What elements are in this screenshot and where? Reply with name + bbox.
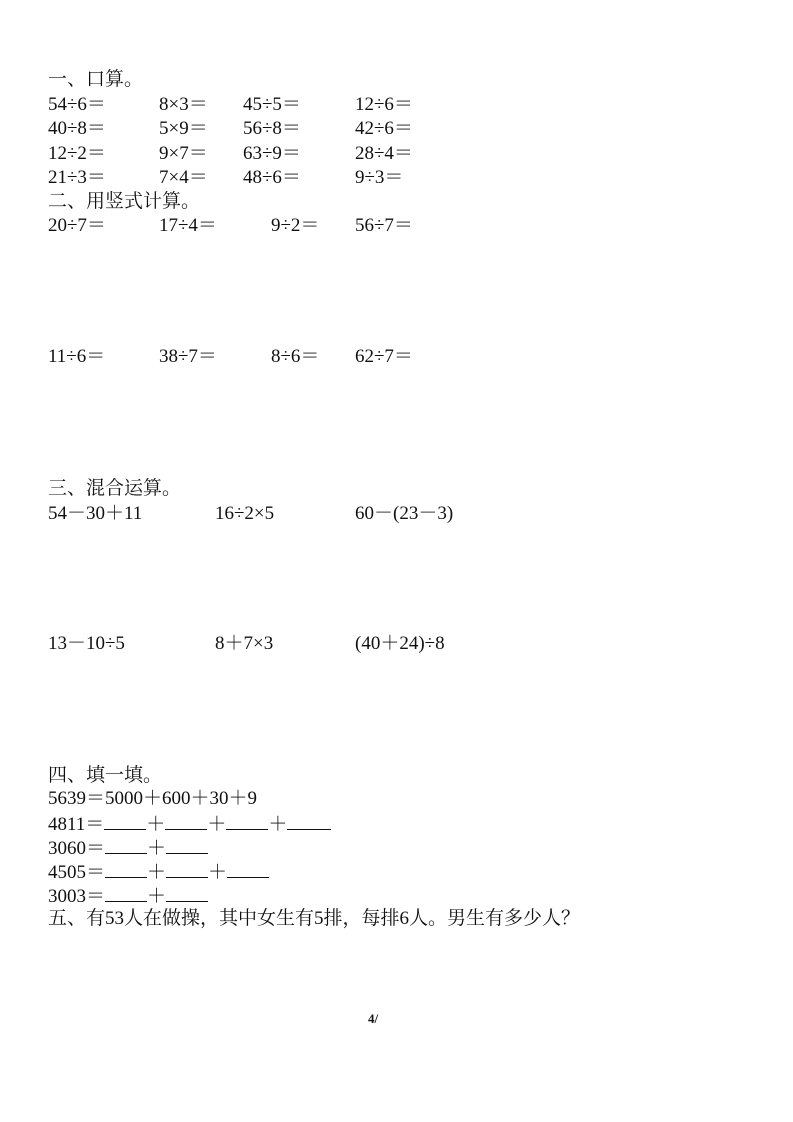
vertical-problem: 62÷7＝ — [355, 346, 413, 367]
vertical-problem: 11÷6＝ — [48, 346, 106, 367]
fill-row-1 — [48, 811, 331, 837]
fill-prefix: 3003＝ — [48, 886, 106, 907]
fill-prefix: 3060＝ — [48, 838, 106, 859]
answer-blank[interactable] — [105, 835, 147, 854]
answer-blank[interactable] — [166, 835, 208, 854]
answer-blank[interactable] — [227, 859, 269, 878]
oral-problem: 21÷3＝ — [48, 167, 106, 188]
page-number: 4/ — [368, 1011, 379, 1026]
mixed-problem: 8＋7×3 — [215, 633, 274, 654]
vertical-problem: 20÷7＝ — [48, 215, 106, 236]
oral-problem: 7×4＝ — [159, 167, 208, 188]
plus-sign: ＋ — [147, 838, 167, 859]
vertical-problem: 8÷6＝ — [271, 346, 320, 367]
oral-problem: 9×7＝ — [159, 143, 208, 164]
oral-problem: 48÷6＝ — [243, 167, 301, 188]
oral-problem: 54÷6＝ — [48, 94, 106, 115]
oral-problem: 28÷4＝ — [355, 143, 413, 164]
oral-problem: 56÷8＝ — [243, 118, 301, 139]
mixed-problem: 13－10÷5 — [48, 633, 125, 654]
answer-blank[interactable] — [165, 811, 207, 830]
answer-blank[interactable] — [287, 811, 331, 830]
vertical-problem: 17÷4＝ — [159, 215, 217, 236]
answer-blank[interactable] — [104, 811, 146, 830]
plus-sign: ＋ — [208, 862, 228, 883]
section-3-title: 三、混合运算。 — [48, 478, 182, 499]
vertical-problem: 9÷2＝ — [271, 215, 320, 236]
section-2-title: 二、用竖式计算。 — [48, 191, 201, 212]
plus-sign: ＋ — [147, 862, 167, 883]
plus-sign: ＋ — [268, 814, 288, 835]
answer-blank[interactable] — [105, 859, 147, 878]
plus-sign: ＋ — [207, 814, 227, 835]
oral-problem: 5×9＝ — [159, 118, 208, 139]
fill-row-3 — [48, 859, 269, 885]
oral-problem: 45÷5＝ — [243, 94, 301, 115]
plus-sign: ＋ — [147, 886, 167, 907]
fill-row-4 — [48, 883, 208, 909]
plus-sign: ＋ — [146, 814, 166, 835]
vertical-problem: 56÷7＝ — [355, 215, 413, 236]
fill-example: 5639＝5000＋600＋30＋9 — [48, 788, 258, 809]
section-5-question: 五、有53人在做操，其中女生有5排，每排6人。男生有多少人？ — [48, 908, 581, 929]
oral-problem: 9÷3＝ — [355, 167, 404, 188]
oral-problem: 42÷6＝ — [355, 118, 413, 139]
mixed-problem: 60－(23－3) — [355, 503, 454, 524]
fill-prefix: 4505＝ — [48, 862, 106, 883]
answer-blank[interactable] — [166, 883, 208, 902]
oral-problem: 8×3＝ — [159, 94, 208, 115]
mixed-problem: 16÷2×5 — [215, 503, 275, 524]
fill-prefix: 4811＝ — [48, 814, 105, 835]
oral-problem: 12÷2＝ — [48, 143, 106, 164]
oral-problem: 12÷6＝ — [355, 94, 413, 115]
answer-blank[interactable] — [166, 859, 208, 878]
mixed-problem: (40＋24)÷8 — [355, 633, 445, 654]
oral-problem: 63÷9＝ — [243, 143, 301, 164]
oral-problem: 40÷8＝ — [48, 118, 106, 139]
section-4-title: 四、填一填。 — [48, 765, 163, 786]
vertical-problem: 38÷7＝ — [159, 346, 217, 367]
answer-blank[interactable] — [105, 883, 147, 902]
mixed-problem: 54－30＋11 — [48, 503, 143, 524]
section-1-title: 一、口算。 — [48, 69, 144, 90]
fill-row-2 — [48, 835, 208, 861]
answer-blank[interactable] — [226, 811, 268, 830]
